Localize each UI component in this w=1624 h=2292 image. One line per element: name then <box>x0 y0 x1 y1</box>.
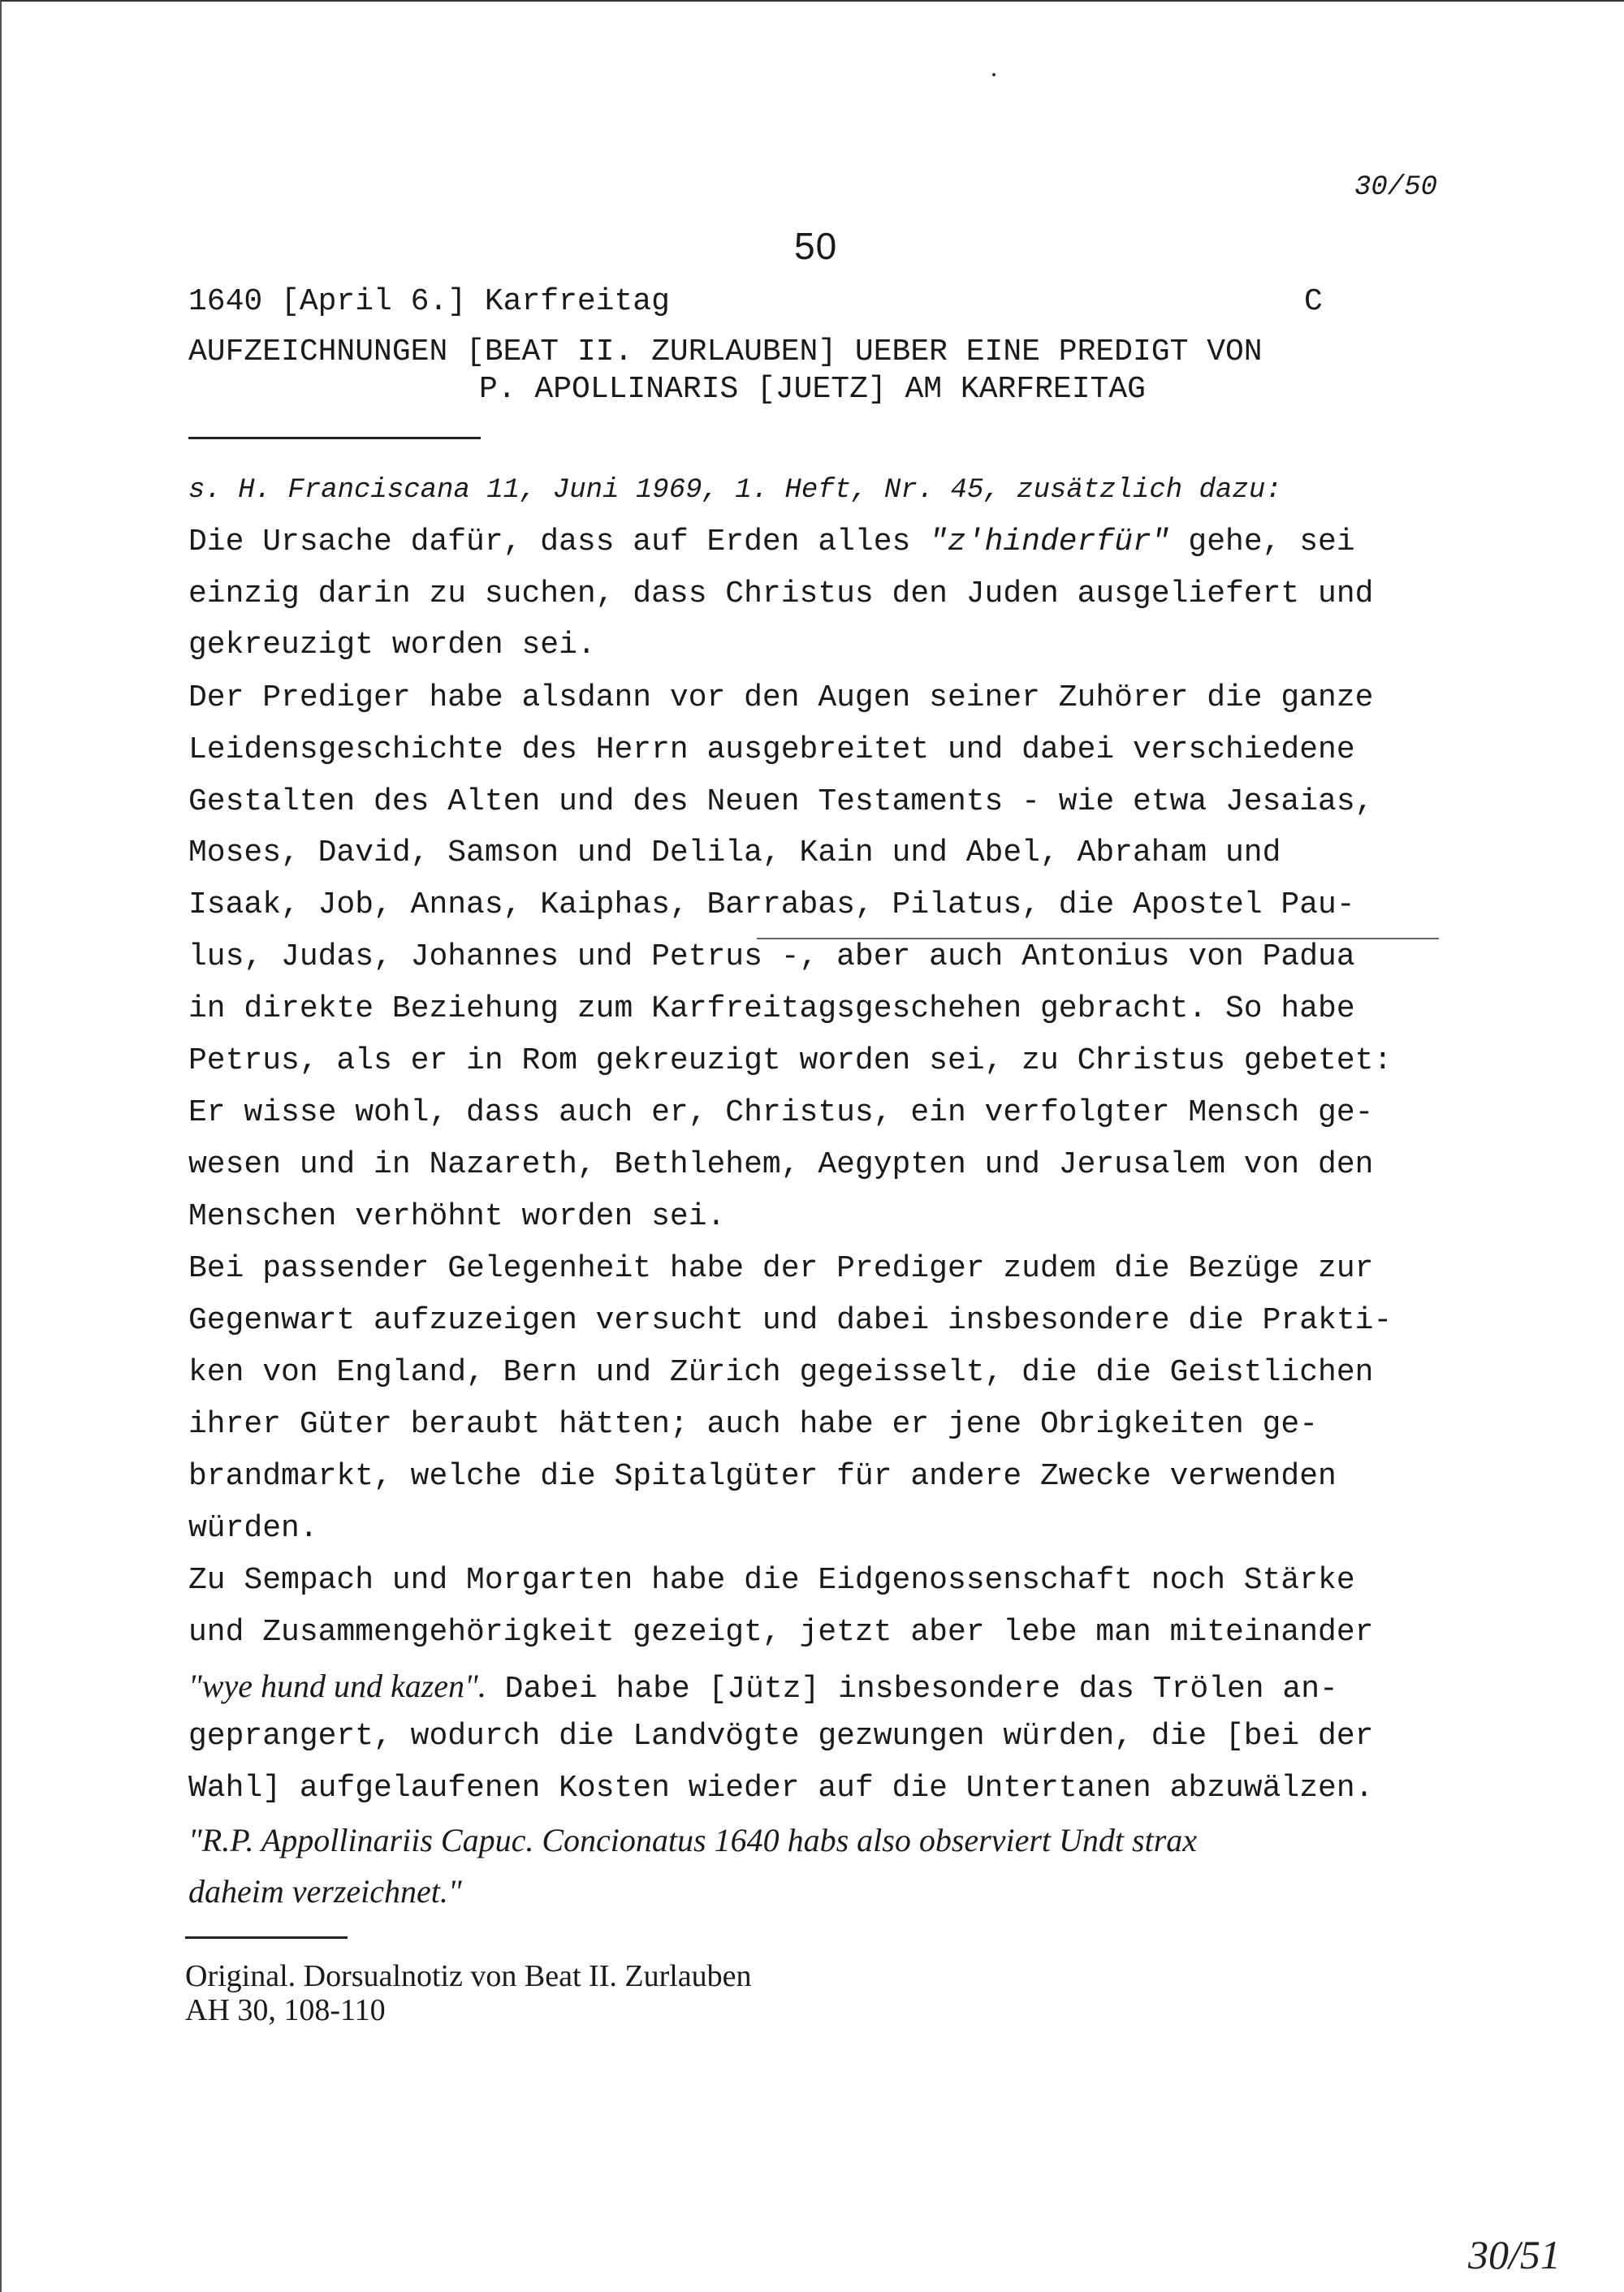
footnote-rule <box>185 1936 348 1939</box>
body-line: Moses, David, Samson und Delila, Kain und Abel, Abraham und <box>188 835 1281 870</box>
latin-quote-line: daheim verzeichnet." <box>188 1873 462 1910</box>
body-line: würden. <box>188 1511 318 1546</box>
body-line: wesen und in Nazareth, Bethlehem, Aegypten und Jerusalem von den <box>188 1147 1374 1182</box>
body-line: Gestalten des Alten und des Neuen Testaments - wie etwa Jesaias, <box>188 784 1374 819</box>
body-line: lus, Judas, Johannes und Petrus -, aber auch Antonius von Padua <box>188 939 1355 974</box>
handwritten-page-number: 30/51 <box>1468 2232 1561 2277</box>
body-line: und Zusammengehörigkeit gezeigt, jetzt aber lebe man miteinander <box>188 1615 1374 1650</box>
body-line: ihrer Güter beraubt hätten; auch habe er jene Obrigkeiten ge- <box>188 1407 1319 1442</box>
body-line: Zu Sempach und Morgarten habe die Eidgenossenschaft noch Stärke <box>188 1563 1355 1598</box>
header-rule <box>188 437 481 439</box>
body-line <box>188 524 1355 559</box>
body-line: Bei passender Gelegenheit habe der Prediger zudem die Bezüge zur <box>188 1251 1374 1286</box>
latin-quote-line: "R.P. Appollinariis Capuc. Concionatus 1640 habs also observiert Undt strax <box>188 1822 1198 1858</box>
title-line-2: P. APOLLINARIS [JUETZ] AM KARFREITAG <box>479 372 1146 407</box>
document-number: 50 <box>794 225 838 267</box>
title-line-1: AUFZEICHNUNGEN [BEAT II. ZURLAUBEN] UEBER EINE PREDIGT VON <box>188 335 1263 369</box>
body-line: Gegenwart aufzuzeigen versucht und dabei insbesondere die Prakti- <box>188 1303 1393 1338</box>
body-text: gehe, sei <box>1169 524 1355 559</box>
page-reference: 30/50 <box>1354 172 1438 203</box>
body-line: gekreuzigt worden sei. <box>188 628 596 663</box>
header-date: 1640 [April 6.] Karfreitag <box>188 284 670 319</box>
body-line: Isaak, Job, Annas, Kaiphas, Barrabas, Pilatus, die Apostel Pau- <box>188 887 1355 922</box>
header-letter: C <box>1304 284 1323 319</box>
body-line: Menschen verhöhnt worden sei. <box>188 1199 726 1234</box>
body-line: in direkte Beziehung zum Karfreitagsgeschehen gebracht. So habe <box>188 991 1355 1026</box>
body-text: Die Ursache dafür, dass auf Erden alles <box>188 524 930 559</box>
dialect-quote: "wye hund und kazen". <box>188 1668 486 1704</box>
body-line: Petrus, als er in Rom gekreuzigt worden sei, zu Christus gebetet: <box>188 1043 1393 1078</box>
body-line: Leidensgeschichte des Herrn ausgebreitet und dabei verschiedene <box>188 732 1355 767</box>
dialect-quote: "z'hinderfür" <box>929 524 1170 559</box>
footnote-original: Original. Dorsualnotiz von Beat II. Zurlauben <box>185 1959 752 1993</box>
body-line: ken von England, Bern und Zürich gegeisselt, die die Geistlichen <box>188 1355 1374 1390</box>
body-text: Dabei habe [Jütz] insbesondere das Trölen an- <box>486 1672 1338 1707</box>
source-reference: s. H. Franciscana 11, Juni 1969, 1. Heft, Nr. 45, zusätzlich dazu: <box>188 475 1282 506</box>
scan-speck <box>992 73 996 76</box>
body-line: einzig darin zu suchen, dass Christus den Juden ausgeliefert und <box>188 576 1374 611</box>
body-line: geprangert, wodurch die Landvögte gezwungen würden, die [bei der <box>188 1719 1374 1754</box>
footnote-archive-ref: AH 30, 108-110 <box>185 1993 386 2027</box>
body-line: Wahl] aufgelaufenen Kosten wieder auf die Untertanen abzuwälzen. <box>188 1771 1374 1806</box>
body-line: brandmarkt, welche die Spitalgüter für andere Zwecke verwenden <box>188 1459 1337 1494</box>
body-line <box>188 1667 1338 1707</box>
body-line: Er wisse wohl, dass auch er, Christus, ein verfolgter Mensch ge- <box>188 1095 1374 1130</box>
body-line: Der Prediger habe alsdann vor den Augen seiner Zuhörer die ganze <box>188 680 1374 715</box>
